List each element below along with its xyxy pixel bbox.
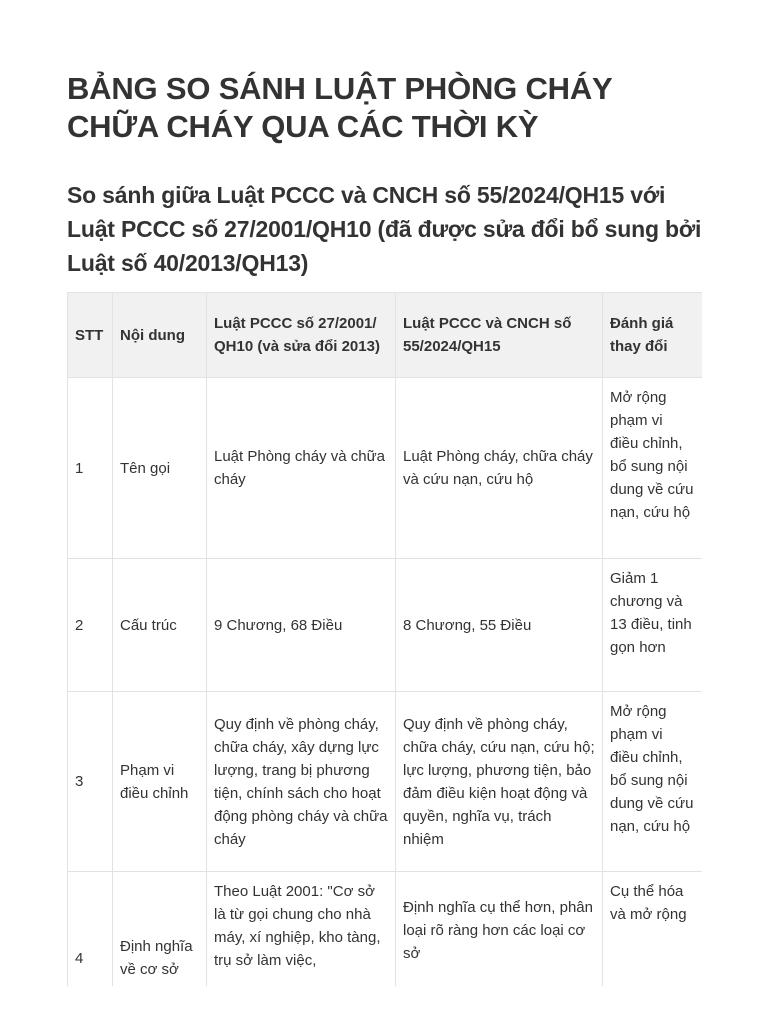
comparison-table: [67, 292, 702, 986]
cell-new-law: Quy định về phòng cháy, chữa cháy, cứu nạn, cứu hộ; lực lượng, phương tiện, bảo đảm điều kiện hoạt động và quyền, nghĩa vụ, trách nhiệm: [396, 692, 603, 872]
cell-assessment: Cụ thể hóa và mở rộng: [603, 872, 703, 987]
comparison-table-container: [67, 292, 702, 986]
cell-stt: 2: [68, 559, 113, 692]
cell-old-law: 9 Chương, 68 Điều: [207, 559, 396, 692]
cell-assessment: Mở rộng phạm vi điều chỉnh, bổ sung nội dung về cứu nạn, cứu hộ: [603, 378, 703, 559]
table-row: [68, 559, 703, 692]
page-subtitle: So sánh giữa Luật PCCC và CNCH số 55/2024/QH15 với Luật PCCC số 27/2001/QH10 (đã được sửa đổi bổ sung bởi Luật số 40/2013/QH13): [67, 182, 702, 276]
cell-old-law: Theo Luật 2001: "Cơ sở là từ gọi chung cho nhà máy, xí nghiệp, kho tàng, trụ sở làm việc,: [207, 872, 396, 987]
header-old-law: Luật PCCC số 27/2001/ QH10 (và sửa đổi 2013): [207, 293, 396, 378]
header-content: Nội dung: [113, 293, 207, 378]
cell-assessment: Mở rộng phạm vi điều chỉnh, bổ sung nội dung về cứu nạn, cứu hộ: [603, 692, 703, 872]
cell-stt: 4: [68, 872, 113, 987]
cell-assessment: Giảm 1 chương và 13 điều, tinh gọn hơn: [603, 559, 703, 692]
cell-content: Định nghĩa về cơ sở: [113, 872, 207, 987]
cell-content: Tên gọi: [113, 378, 207, 559]
cell-new-law: 8 Chương, 55 Điều: [396, 559, 603, 692]
cell-old-law: Luật Phòng cháy và chữa cháy: [207, 378, 396, 559]
document-page: [67, 70, 702, 986]
table-row: [68, 378, 703, 559]
table-header-row: [68, 293, 703, 378]
cell-old-law: Quy định về phòng cháy, chữa cháy, xây dựng lực lượng, trang bị phương tiện, chính sách cho hoạt động phòng cháy và chữa cháy: [207, 692, 396, 872]
cell-new-law: Luật Phòng cháy, chữa cháy và cứu nạn, cứu hộ: [396, 378, 603, 559]
cell-content: Cấu trúc: [113, 559, 207, 692]
cell-content: Phạm vi điều chỉnh: [113, 692, 207, 872]
cell-new-law: Định nghĩa cụ thể hơn, phân loại rõ ràng hơn các loại cơ sở: [396, 872, 603, 987]
header-stt: STT: [68, 293, 113, 378]
cell-stt: 3: [68, 692, 113, 872]
header-new-law: Luật PCCC và CNCH số 55/2024/QH15: [396, 293, 603, 378]
table-row: [68, 692, 703, 872]
table-row: [68, 872, 703, 987]
header-assessment: Đánh giá thay đổi: [603, 293, 703, 378]
cell-stt: 1: [68, 378, 113, 559]
page-title: BẢNG SO SÁNH LUẬT PHÒNG CHÁY CHỮA CHÁY QUA CÁC THỜI KỲ: [67, 71, 612, 144]
